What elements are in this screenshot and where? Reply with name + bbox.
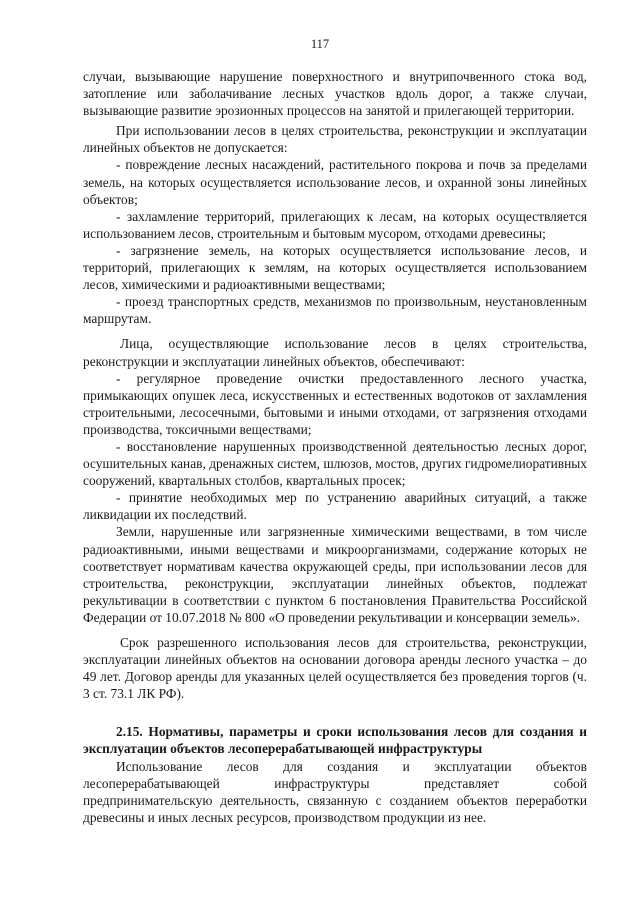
list-item-pollution: - загрязнение земель, на которых осуществляется использование лесов, и территорий, прилегающих к землям, на которых осуществляется использованием лесов, химическими и радиоактивными веществами;	[83, 242, 587, 293]
section-intro-rest: предпринимательскую деятельность, связанную с созданием объектов переработки древесины и иных лесных ресурсов, производством продукции из нее.	[83, 792, 587, 825]
paragraph-lease-term: Срок разрешенного использования лесов для строительства, реконструкции, эксплуатации линейных объектов на основании договора аренды лесного участка – до 49 лет. Договор аренды для указанных целей осуществляется без проведения торгов (ч. 3 ст. 73.1 ЛК РФ).	[83, 635, 587, 702]
page-number: 117	[310, 37, 330, 51]
list-item-cleaning: - регулярное проведение очистки предоставленного лесного участка, примыкающих опушек леса, искусственных и естественных водотоков от захламления строительными, лесосечными, бытовыми и иными отходами, от загрязнения отходами производства, токсичными веществами;	[83, 370, 587, 437]
paragraph-land-recultivation: Земли, нарушенные или загрязненные химическими веществами, в том числе радиоактивными, иными веществами и микроорганизмами, содержание которых не соответствует нормативам качества окружающей среды, при использовании лесов для строительства, реконструкции, эксплуатации линейных объектов, подлежат рекультивации в соответствии с пунктом 6 постановления Правительства Российской Федерации от 10.07.2018 № 800 «О проведении рекультивации и консервации земель».	[83, 524, 587, 625]
list-item-damage: - повреждение лесных насаждений, растительного покрова и почв за пределами земель, на которых осуществляется использование лесов, и охранной зоны линейных объектов;	[83, 157, 587, 207]
document-body	[83, 68, 587, 826]
section-intro-line-2: лесоперерабатывающей инфраструктуры представляет собой	[83, 775, 587, 791]
list-item-emergency: - принятие необходимых мер по устранению аварийных ситуаций, а также ликвидации их последствий.	[83, 490, 587, 523]
section-heading: 2.15. Нормативы, параметры и сроки использования лесов для создания и эксплуатации объектов лесоперерабатывающей инфраструктуры	[83, 724, 587, 757]
paragraph-continued: случаи, вызывающие нарушение поверхностного и внутрипочвенного стока вод, затопление или заболачивание лесных участков вдоль дорог, а также случаи, вызывающие развитие эрозионных процессов на занятой и прилегающей территории.	[83, 69, 587, 119]
paragraph-obligations-intro: Лица, осуществляющие использование лесов в целях строительства, реконструкции и эксплуатации линейных объектов, обеспечивают:	[83, 336, 587, 369]
paragraph-restrictions-intro: При использовании лесов в целях строительства, реконструкции и эксплуатации линейных объектов не допускается:	[83, 123, 587, 156]
list-item-littering: - захламление территорий, прилегающих к лесам, на которых осуществляется использованием лесов, строительным и бытовым мусором, отходами древесины;	[83, 208, 587, 241]
list-item-restoration: - восстановление нарушенных производственной деятельностью лесных дорог, осушительных канав, дренажных систем, шлюзов, мостов, других гидромелиоративных сооружений, квартальных столбов, квартальных просек;	[83, 438, 587, 489]
list-item-vehicle-passage: - проезд транспортных средств, механизмов по произвольным, неустановленным маршрутам.	[83, 294, 587, 327]
section-intro-line-1: Использование лесов для создания и эксплуатации объектов	[116, 758, 587, 774]
